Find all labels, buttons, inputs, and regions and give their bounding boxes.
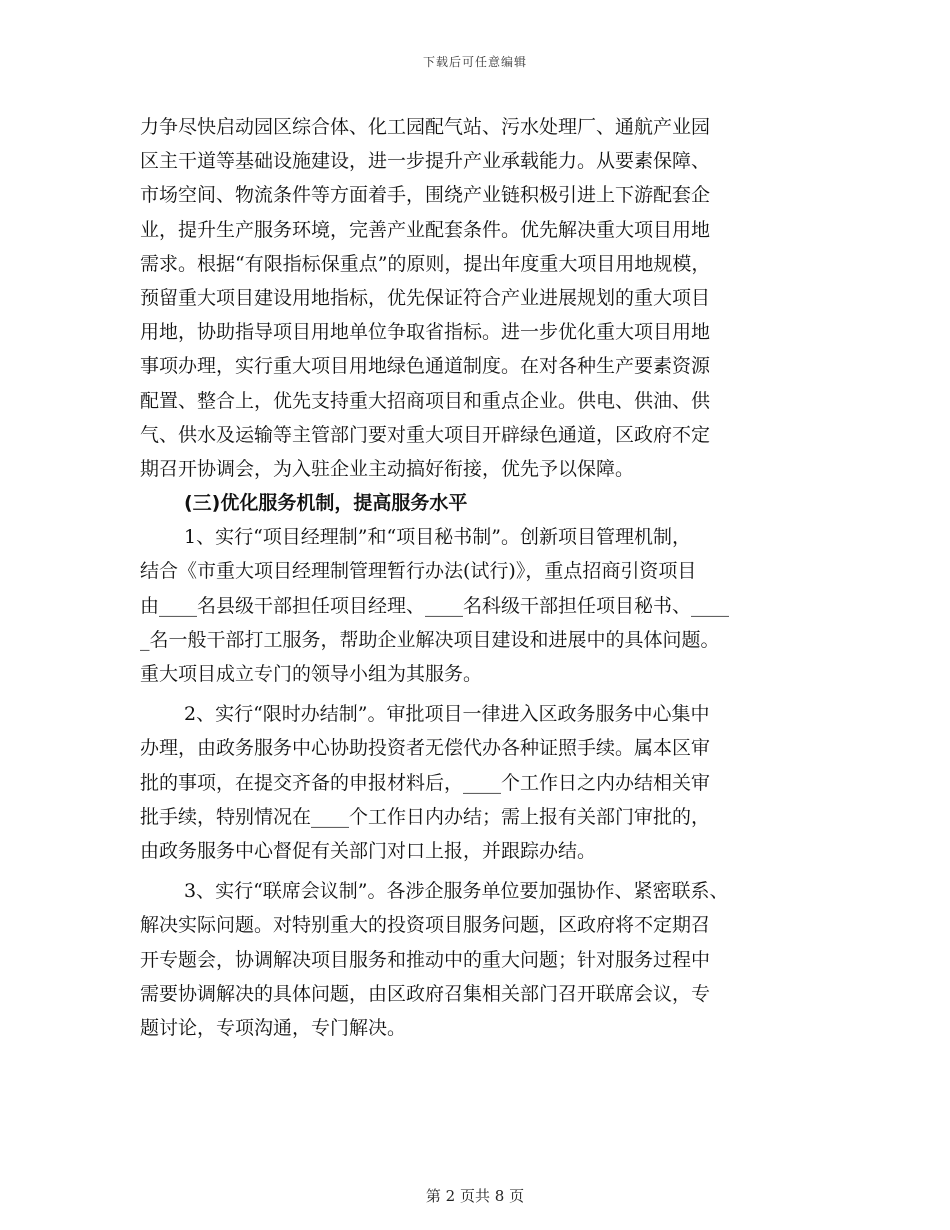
- text-line: 重大项目成立专门的领导小组为其服务。: [140, 663, 483, 685]
- text-line: 批的事项，在提交齐备的申报材料后，____个工作日之内办结相关审: [140, 771, 711, 794]
- text-line: 力争尽快启动园区综合体、化工园配气站、污水处理厂、通航产业园: [140, 116, 711, 138]
- paragraph-time-limit: [140, 697, 825, 868]
- text-line: 事项办理，实行重大项目用地绿色通道制度。在对各种生产要素资源: [140, 355, 711, 378]
- text-line: 2、实行“限时办结制”。审批项目一律进入区政务服务中心集中: [184, 703, 710, 726]
- text-line: 3、实行“联席会议制”。各涉企服务单位要加强协作、紧密联系、: [184, 880, 729, 903]
- text-line: 用地，协助指导项目用地单位争取省指标。进一步优化重大项目用地: [140, 321, 711, 344]
- text-line: 业，提升生产服务环境，完善产业配套条件。优先解决重大项目用地: [140, 218, 711, 241]
- text-line: _名一般干部打工服务，帮助企业解决项目建设和进展中的具体问题。: [140, 628, 720, 651]
- page-footer: 第 2 页共 8 页: [425, 1187, 525, 1205]
- text-line: 由____名县级干部担任项目经理、____名科级干部担任项目秘书、____: [140, 594, 730, 617]
- text-line: 气、供水及运输等主管部门要对重大项目开辟绿色通道，区政府不定: [140, 423, 711, 446]
- text-line: 题讨论，专项沟通，专门解决。: [140, 1016, 407, 1039]
- text-line: 需求。根据“有限指标保重点”的原则，提出年度重大项目用地规模，: [140, 252, 711, 275]
- text-line: 批手续，特别情况在____个工作日内办结；需上报有关部门审批的，: [140, 805, 711, 828]
- text-line: 解决实际问题。对特别重大的投资项目服务问题，区政府将不定期召: [140, 914, 711, 937]
- section-heading: (三)优化服务机制，提高服务水平: [184, 492, 468, 515]
- text-line: 由政务服务中心督促有关部门对口上报，并跟踪办结。: [140, 839, 597, 862]
- paragraph-infrastructure: [140, 110, 825, 486]
- text-line: 开专题会，协调解决项目服务和推动中的重大问题；针对服务过程中: [140, 948, 711, 971]
- text-line: 结合《市重大项目经理制管理暂行办法(试行)》，重点招商引资项目: [140, 560, 697, 583]
- text-line: 期召开协调会，为入驻企业主动搞好衔接，优先予以保障。: [140, 457, 635, 480]
- text-line: 1、实行“项目经理制”和“项目秘书制”。创新项目管理机制，: [184, 526, 691, 549]
- paragraph-joint-meeting: [140, 874, 825, 1045]
- text-line: 预留重大项目建设用地指标，优先保证符合产业进展规划的重大项目: [140, 286, 711, 309]
- text-line: 办理，由政务服务中心协助投资者无偿代办各种证照手续。属本区审: [140, 737, 711, 760]
- document-body: [140, 110, 825, 1045]
- text-line: 市场空间、物流条件等方面着手，围绕产业链积极引进上下游配套企: [140, 184, 711, 207]
- text-line: 需要协调解决的具体问题，由区政府召集相关部门召开联席会议，专: [140, 982, 711, 1005]
- page-header: 下载后可任意编辑: [422, 55, 527, 69]
- text-line: 配置、整合上，优先支持重大招商项目和重点企业。供电、供油、供: [140, 389, 711, 412]
- paragraph-project-manager: [140, 520, 825, 691]
- text-line: 区主干道等基础设施建设，进一步提升产业承载能力。从要素保障、: [140, 150, 711, 173]
